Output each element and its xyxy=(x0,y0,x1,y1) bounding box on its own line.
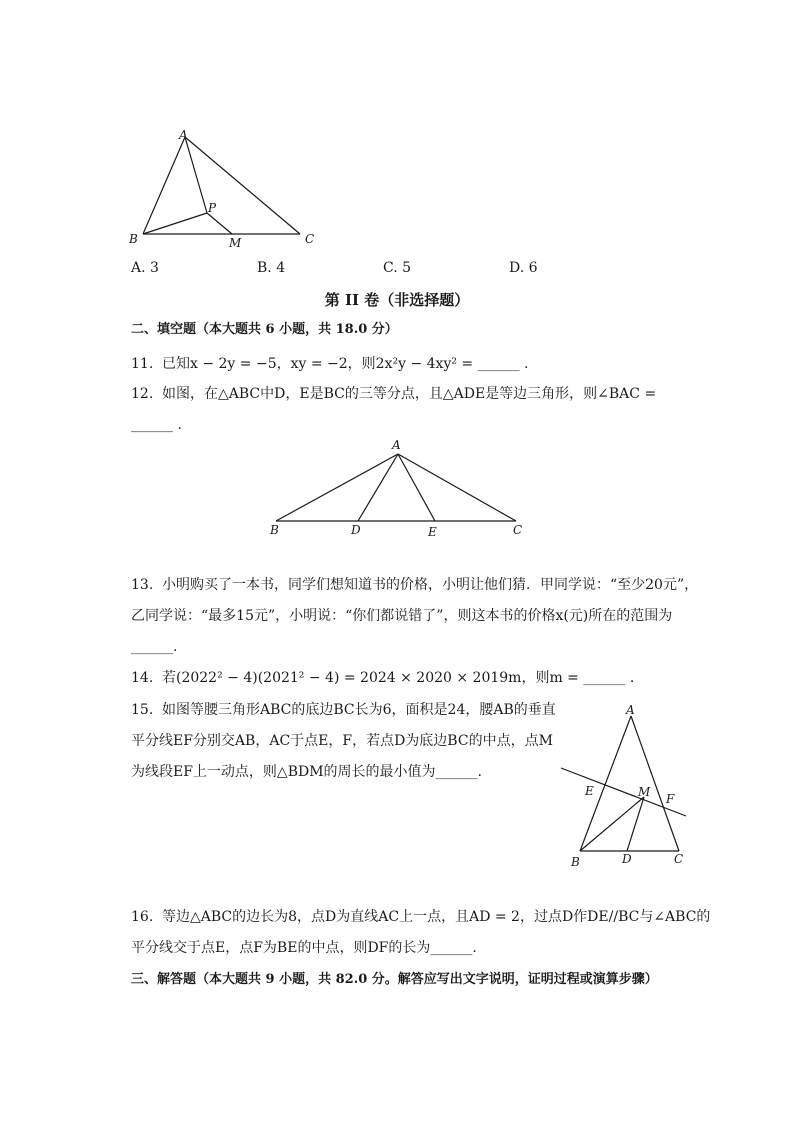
option-b: B. 4 xyxy=(257,260,286,276)
fig3-label-e: E xyxy=(585,784,594,798)
q15-number: 15. xyxy=(131,702,154,718)
fig2-label-e: E xyxy=(428,525,437,539)
q15-line3: 为线段EF上一动点，则△BDM的周长的最小值为______. xyxy=(131,764,482,780)
q13-line3: ______. xyxy=(131,639,178,655)
q15-line2: 平分线EF分别交AB，AC于点E，F，若点D为底边BC的中点，点M xyxy=(131,733,553,749)
q14-number: 14. xyxy=(131,670,154,686)
section2-title: 第 II 卷（非选择题） xyxy=(324,291,470,309)
q11-number: 11. xyxy=(131,356,154,372)
option-a: A. 3 xyxy=(131,260,159,276)
q13-number: 13. xyxy=(131,577,154,593)
q12-number: 12. xyxy=(131,386,154,402)
figure-isosceles-triangle xyxy=(555,700,695,875)
fig3-label-a: A xyxy=(626,703,635,717)
fig3-label-b: B xyxy=(571,855,580,869)
q15-line1: 如图等腰三角形ABC的底边BC长为6，面积是24，腰AB的垂直 xyxy=(162,702,556,718)
fig3-label-d: D xyxy=(622,852,632,866)
q16-line2: 平分线交于点E，点F为BE的中点，则DF的长为______. xyxy=(131,940,477,956)
fig3-label-m: M xyxy=(638,785,651,799)
fig1-label-b: B xyxy=(129,232,138,246)
q16-line1: 等边△ABC的边长为8，点D为直线AC上一点，且AD = 2，过点D作DE//BC与∠ABC的 xyxy=(162,909,711,925)
fig1-label-p: P xyxy=(208,201,217,215)
q16-number: 16. xyxy=(131,909,154,925)
figure-triangle-ade xyxy=(265,435,535,545)
fig3-label-c: C xyxy=(674,852,684,866)
q12-line2: ______ . xyxy=(131,417,182,433)
q11-text: 已知x − 2y = −5，xy = −2，则2x²y − 4xy² = ______ . xyxy=(162,356,529,372)
option-c: C. 5 xyxy=(383,260,412,276)
figure-triangle-apm xyxy=(125,125,325,255)
fig1-label-c: C xyxy=(305,232,315,246)
fig2-label-d: D xyxy=(351,523,361,537)
fig2-label-a: A xyxy=(392,438,401,452)
q13-line1: 小明购买了一本书，同学们想知道书的价格，小明让他们猜．甲同学说：“至少20元”， xyxy=(162,577,699,593)
q14-text: 若(2022² − 4)(2021² − 4) = 2024 × 2020 × 2019m，则m = ______ . xyxy=(162,670,635,686)
q13-line2: 乙同学说：“最多15元”，小明说：“你们都说错了”，则这本书的价格x(元)所在的范围为 xyxy=(131,608,673,624)
fig2-label-c: C xyxy=(513,523,523,537)
fig1-label-m: M xyxy=(229,236,242,250)
q12-line1: 如图，在△ABC中D，E是BC的三等分点，且△ADE是等边三角形，则∠BAC = xyxy=(162,386,657,402)
section3-header: 三、解答题（本大题共 9 小题，共 82.0 分。解答应写出文字说明，证明过程或演算步骤） xyxy=(131,972,658,987)
fig3-label-f: F xyxy=(666,792,675,806)
fig2-label-b: B xyxy=(270,523,279,537)
fig1-label-a: A xyxy=(179,128,188,142)
section2-header: 二、填空题（本大题共 6 小题，共 18.0 分） xyxy=(131,322,398,337)
option-d: D. 6 xyxy=(509,260,538,276)
